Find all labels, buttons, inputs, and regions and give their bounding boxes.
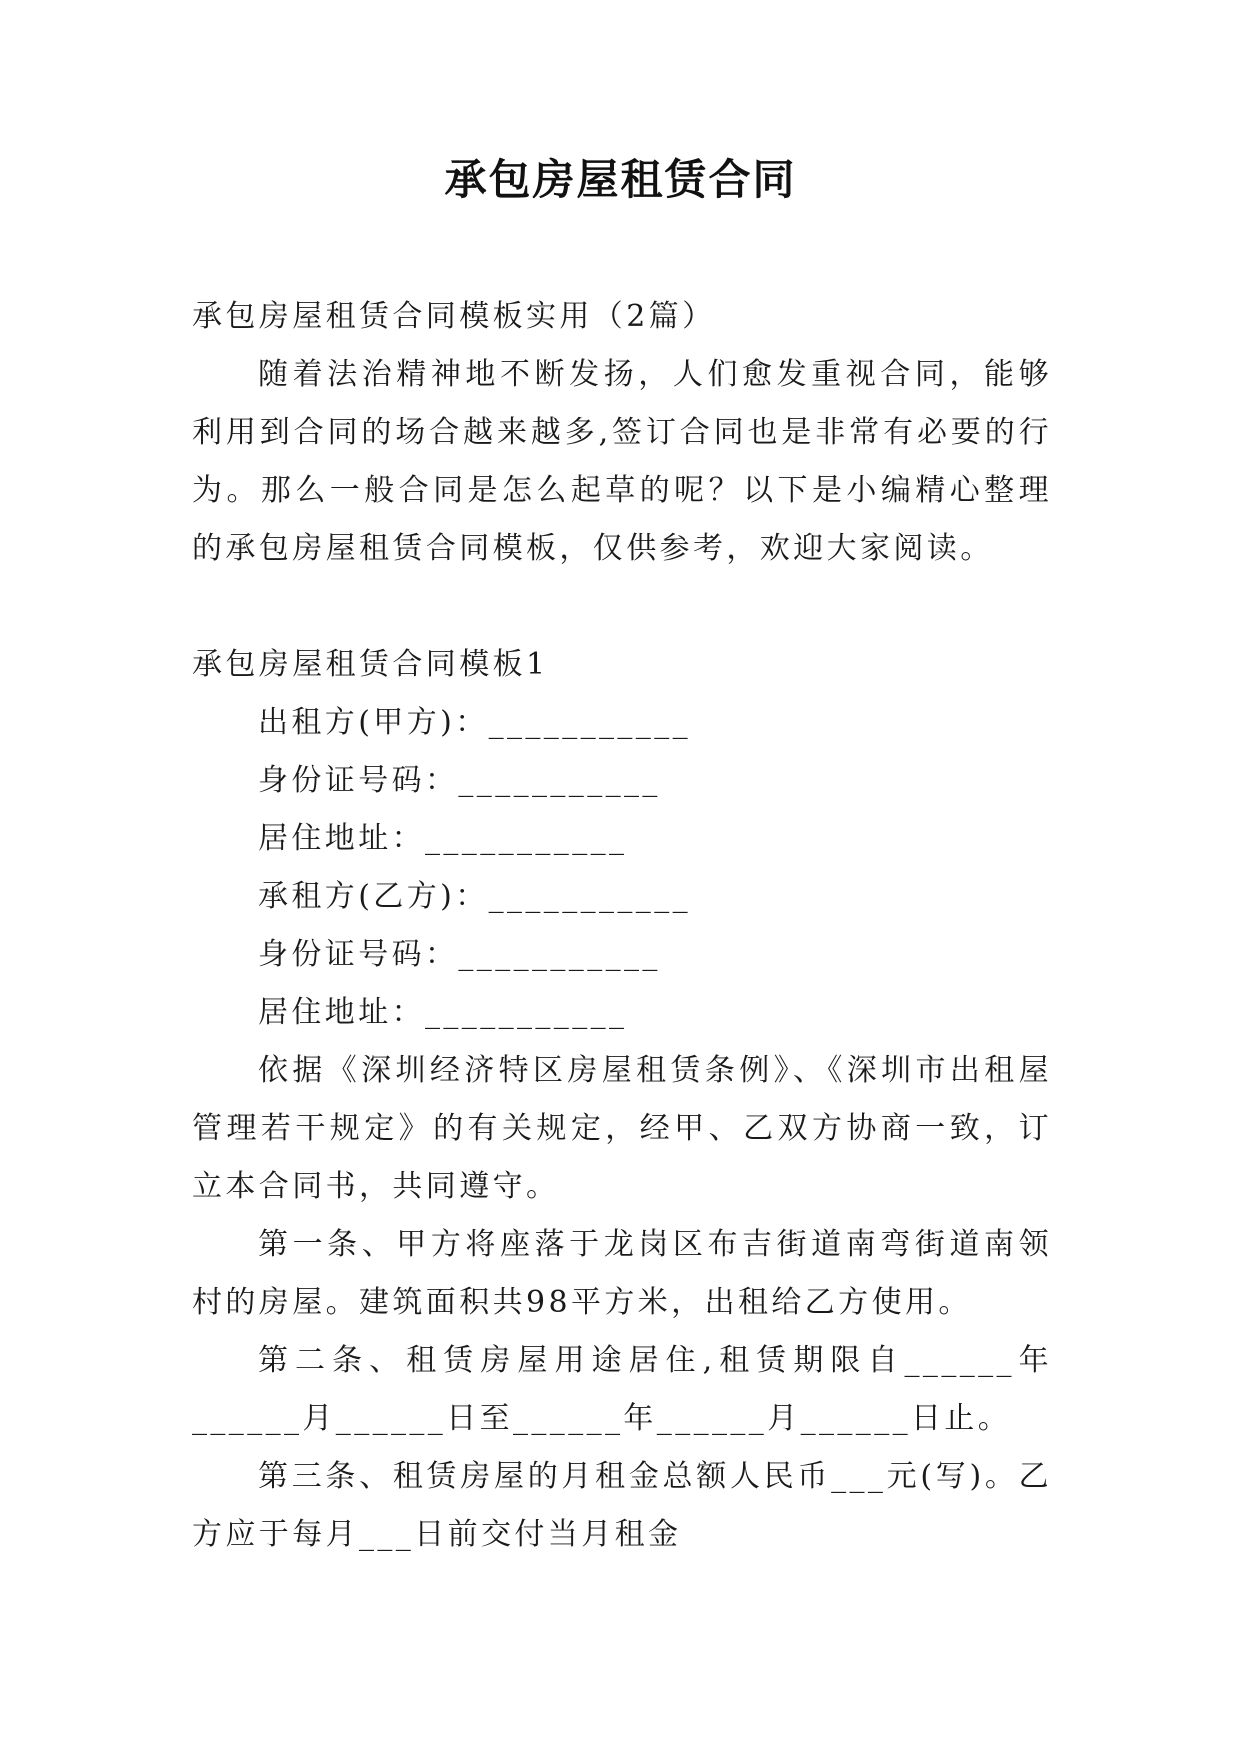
article-2: 第二条、租赁房屋用途居住,租赁期限自______年______月______日至______年______月______日止。 <box>192 1343 1052 1436</box>
lessee-field: 承租方(乙方)：___________ <box>258 879 692 914</box>
paragraph-spacer <box>192 578 1052 636</box>
lessee-address-field: 居住地址：___________ <box>258 995 628 1030</box>
section-heading: 承包房屋租赁合同模板1 <box>192 647 549 682</box>
lessor-address-field: 居住地址：___________ <box>258 821 628 856</box>
lessor-id-field: 身份证号码：___________ <box>258 763 661 798</box>
document-title: 承包房屋租赁合同 <box>444 155 797 204</box>
article-3: 第三条、租赁房屋的月租金总额人民币___元(写)。乙方应于每月___日前交付当月租金 <box>192 1459 1052 1552</box>
intro-paragraph: 随着法治精神地不断发扬，人们愈发重视合同，能够利用到合同的场合越来越多,签订合同也是非常有必要的行为。那么一般合同是怎么起草的呢？以下是小编精心整理的承包房屋租赁合同模板，仅供参考，欢迎大家阅读。 <box>192 357 1052 566</box>
lessor-field: 出租方(甲方)：___________ <box>258 705 692 740</box>
preamble-paragraph: 依据《深圳经济特区房屋租赁条例》、《深圳市出租屋管理若干规定》的有关规定，经甲、乙双方协商一致，订立本合同书，共同遵守。 <box>192 1053 1052 1204</box>
document-body <box>192 288 1052 1564</box>
document-subtitle: 承包房屋租赁合同模板实用（2篇） <box>192 299 716 334</box>
article-1: 第一条、甲方将座落于龙岗区布吉街道南弯街道南领村的房屋。建筑面积共98平方米，出租给乙方使用。 <box>192 1227 1052 1320</box>
lessee-id-field: 身份证号码：___________ <box>258 937 661 972</box>
